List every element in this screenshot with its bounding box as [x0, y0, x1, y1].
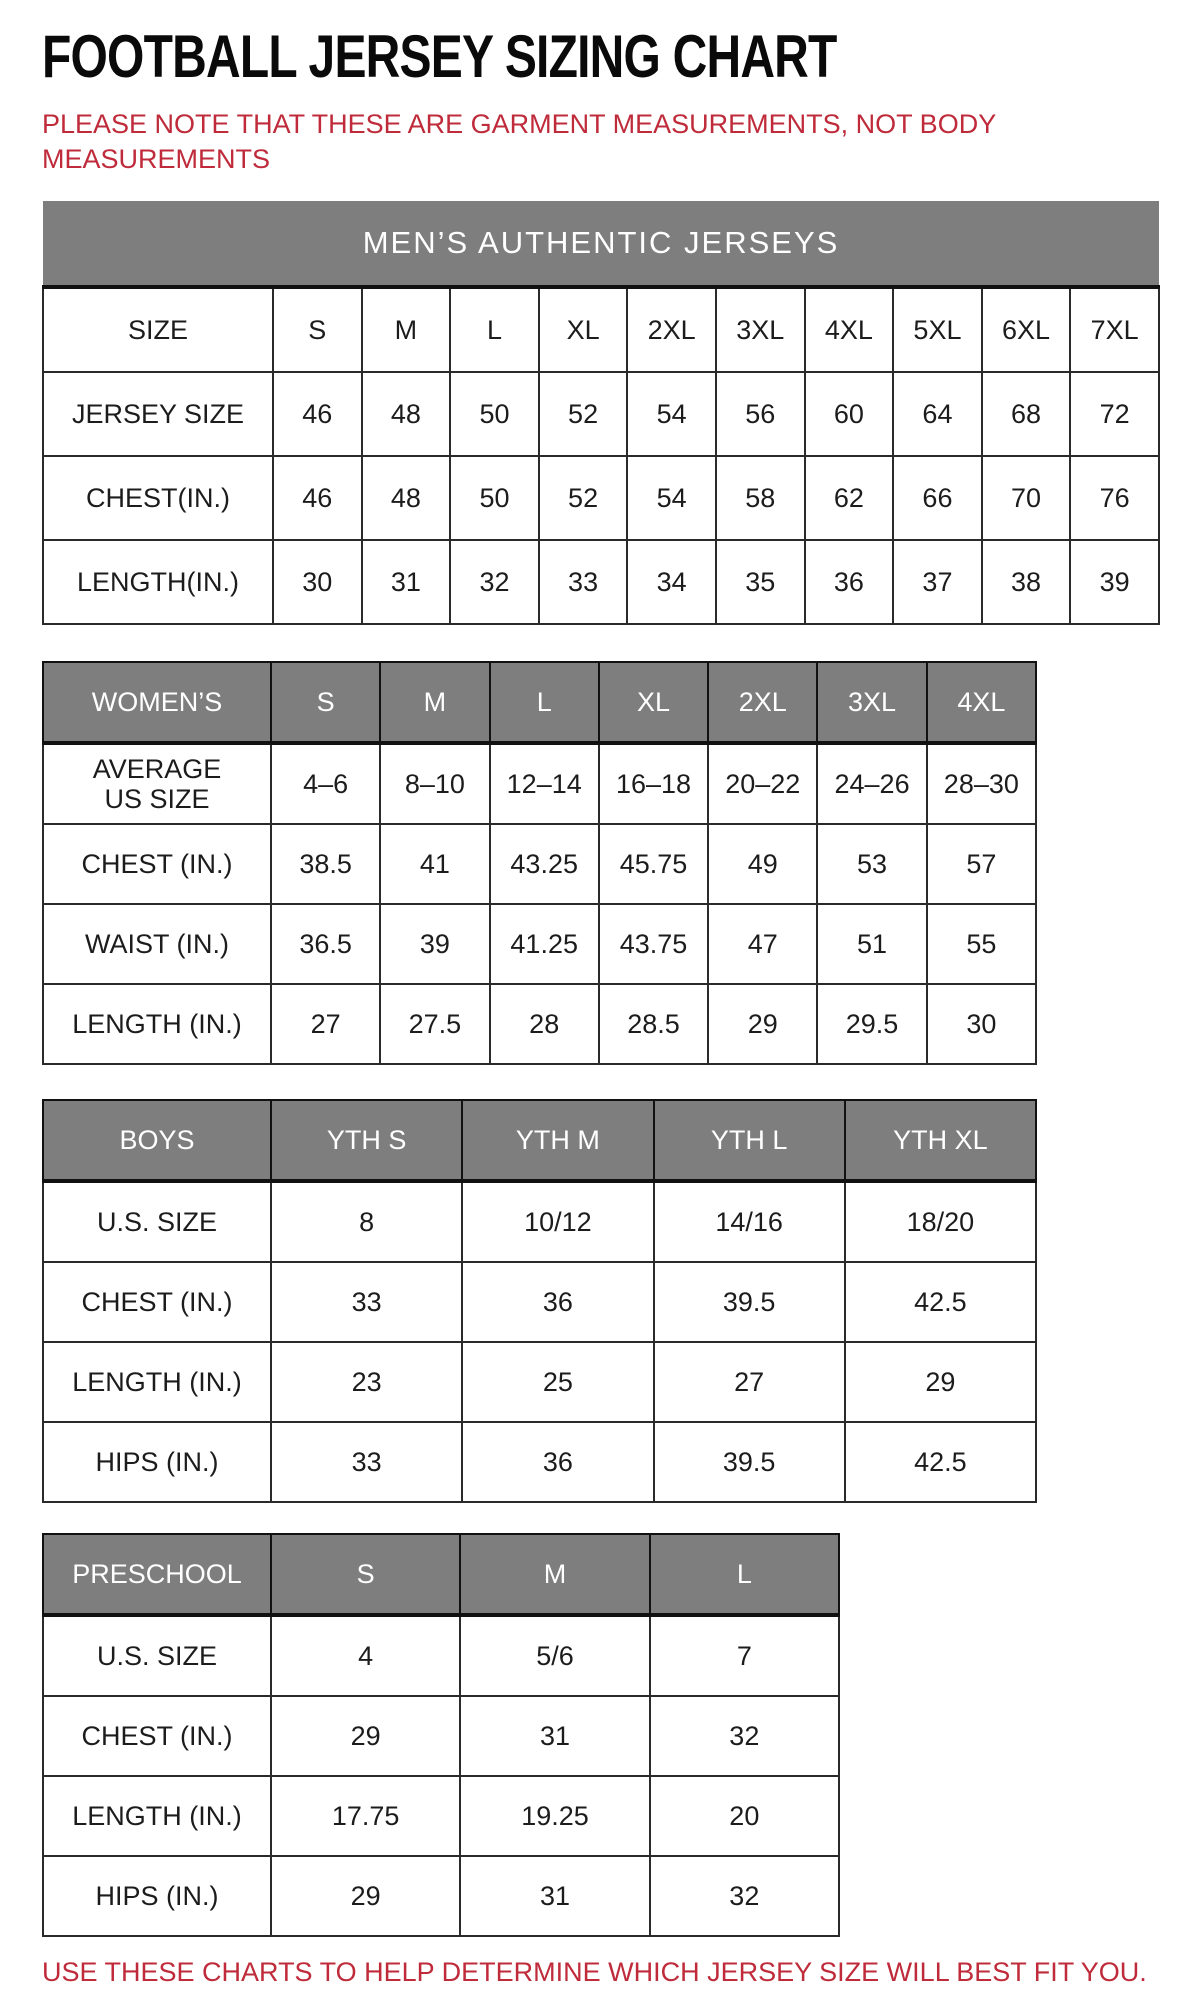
column-header: M [460, 1534, 649, 1615]
value-cell: 29.5 [817, 984, 926, 1064]
value-cell: 32 [650, 1696, 839, 1776]
value-cell: 3XL [716, 287, 805, 372]
value-cell: 45.75 [599, 824, 708, 904]
table-row [43, 540, 1159, 624]
boys-table-title-cell: BOYS [43, 1100, 271, 1181]
value-cell: 32 [450, 540, 539, 624]
column-header: 3XL [817, 662, 926, 743]
row-label: LENGTH (IN.) [43, 1342, 271, 1422]
value-cell: L [450, 287, 539, 372]
value-cell: 54 [627, 372, 716, 456]
footer-text: USE THESE CHARTS TO HELP DETERMINE WHICH JERSEY SIZE WILL BEST FIT YOU. [42, 1957, 1147, 1987]
table-row [43, 1181, 1036, 1262]
value-cell: 62 [805, 456, 894, 540]
value-cell: 27 [271, 984, 380, 1064]
row-label: CHEST (IN.) [43, 1696, 271, 1776]
value-cell: 28–30 [927, 743, 1036, 824]
row-label: WAIST (IN.) [43, 904, 271, 984]
row-label: CHEST(IN.) [43, 456, 273, 540]
value-cell: M [362, 287, 451, 372]
value-cell: 28 [490, 984, 599, 1064]
value-cell: 42.5 [845, 1262, 1036, 1342]
value-cell: 23 [271, 1342, 462, 1422]
table-row [43, 1262, 1036, 1342]
column-header: XL [599, 662, 708, 743]
mens-table-banner: MEN’S AUTHENTIC JERSEYS [43, 201, 1159, 287]
preschool-table-title-cell: PRESCHOOL [43, 1534, 271, 1615]
value-cell: 39.5 [654, 1422, 845, 1502]
value-cell: 54 [627, 456, 716, 540]
value-cell: 52 [539, 372, 628, 456]
value-cell: 57 [927, 824, 1036, 904]
value-cell: 31 [460, 1696, 649, 1776]
table-row [43, 824, 1036, 904]
table-row [43, 1856, 839, 1936]
table-row [43, 1696, 839, 1776]
value-cell: 34 [627, 540, 716, 624]
value-cell: 4XL [805, 287, 894, 372]
value-cell: S [273, 287, 362, 372]
value-cell: 76 [1070, 456, 1159, 540]
value-cell: 17.75 [271, 1776, 460, 1856]
value-cell: 48 [362, 456, 451, 540]
row-label: SIZE [43, 287, 273, 372]
value-cell: 60 [805, 372, 894, 456]
value-cell: 53 [817, 824, 926, 904]
column-header: YTH XL [845, 1100, 1036, 1181]
value-cell: 36 [805, 540, 894, 624]
value-cell: 5/6 [460, 1615, 649, 1696]
value-cell: 6XL [982, 287, 1071, 372]
row-label: LENGTH (IN.) [43, 1776, 271, 1856]
value-cell: 4 [271, 1615, 460, 1696]
value-cell: 39 [380, 904, 489, 984]
womens-sizing-table [42, 661, 1037, 1065]
table-row [43, 1615, 839, 1696]
value-cell: 18/20 [845, 1181, 1036, 1262]
value-cell: 41 [380, 824, 489, 904]
value-cell: 37 [893, 540, 982, 624]
value-cell: 42.5 [845, 1422, 1036, 1502]
value-cell: 27 [654, 1342, 845, 1422]
value-cell: 30 [927, 984, 1036, 1064]
table-row [43, 1776, 839, 1856]
value-cell: 47 [708, 904, 817, 984]
value-cell: 14/16 [654, 1181, 845, 1262]
garment-measurements-note [42, 107, 1170, 177]
boys-sizing-table [42, 1099, 1037, 1503]
column-header: S [271, 662, 380, 743]
row-label: LENGTH (IN.) [43, 984, 271, 1064]
column-header: YTH M [462, 1100, 653, 1181]
table-row [43, 456, 1159, 540]
note-line-1: PLEASE NOTE THAT THESE ARE GARMENT MEASUREMENTS, NOT BODY [42, 109, 997, 139]
value-cell: 39 [1070, 540, 1159, 624]
row-label: CHEST (IN.) [43, 1262, 271, 1342]
value-cell: 35 [716, 540, 805, 624]
table-row [43, 1342, 1036, 1422]
column-header: S [271, 1534, 460, 1615]
value-cell: 68 [982, 372, 1071, 456]
value-cell: 10/12 [462, 1181, 653, 1262]
row-label: HIPS (IN.) [43, 1856, 271, 1936]
value-cell: 36 [462, 1422, 653, 1502]
value-cell: 32 [650, 1856, 839, 1936]
value-cell: 38 [982, 540, 1071, 624]
value-cell: 49 [708, 824, 817, 904]
value-cell: 8 [271, 1181, 462, 1262]
value-cell: 7 [650, 1615, 839, 1696]
value-cell: 33 [539, 540, 628, 624]
column-header: YTH S [271, 1100, 462, 1181]
value-cell: 2XL [627, 287, 716, 372]
value-cell: 64 [893, 372, 982, 456]
table-row [43, 743, 1036, 824]
value-cell: 52 [539, 456, 628, 540]
table-row [43, 1422, 1036, 1502]
value-cell: 50 [450, 372, 539, 456]
table-row [43, 372, 1159, 456]
value-cell: 70 [982, 456, 1071, 540]
row-label: HIPS (IN.) [43, 1422, 271, 1502]
table-row [43, 984, 1036, 1064]
value-cell: 33 [271, 1262, 462, 1342]
value-cell: 48 [362, 372, 451, 456]
value-cell: 72 [1070, 372, 1159, 456]
note-line-2: MEASUREMENTS [42, 144, 271, 174]
value-cell: 55 [927, 904, 1036, 984]
value-cell: 20–22 [708, 743, 817, 824]
table-row [43, 904, 1036, 984]
value-cell: 66 [893, 456, 982, 540]
value-cell: 12–14 [490, 743, 599, 824]
value-cell: 24–26 [817, 743, 926, 824]
value-cell: 51 [817, 904, 926, 984]
column-header: L [650, 1534, 839, 1615]
column-header: 2XL [708, 662, 817, 743]
value-cell: 29 [845, 1342, 1036, 1422]
womens-table-title-cell: WOMEN’S [43, 662, 271, 743]
value-cell: 36.5 [271, 904, 380, 984]
value-cell: 5XL [893, 287, 982, 372]
column-header: M [380, 662, 489, 743]
value-cell: 56 [716, 372, 805, 456]
value-cell: 46 [273, 372, 362, 456]
value-cell: 50 [450, 456, 539, 540]
value-cell: 4–6 [271, 743, 380, 824]
value-cell: 43.75 [599, 904, 708, 984]
row-label: AVERAGE US SIZE [43, 743, 271, 824]
row-label: JERSEY SIZE [43, 372, 273, 456]
value-cell: 46 [273, 456, 362, 540]
row-label: LENGTH(IN.) [43, 540, 273, 624]
value-cell: 29 [708, 984, 817, 1064]
value-cell: 31 [460, 1856, 649, 1936]
mens-sizing-table [42, 201, 1160, 625]
value-cell: 25 [462, 1342, 653, 1422]
value-cell: 27.5 [380, 984, 489, 1064]
value-cell: 31 [362, 540, 451, 624]
value-cell: 7XL [1070, 287, 1159, 372]
value-cell: 20 [650, 1776, 839, 1856]
sizing-tables-container [42, 201, 1170, 1937]
value-cell: 19.25 [460, 1776, 649, 1856]
page-title: FOOTBALL JERSEY SIZING CHART [42, 23, 837, 90]
value-cell: 41.25 [490, 904, 599, 984]
value-cell: 36 [462, 1262, 653, 1342]
row-label: CHEST (IN.) [43, 824, 271, 904]
value-cell: 39.5 [654, 1262, 845, 1342]
value-cell: 30 [273, 540, 362, 624]
value-cell: 29 [271, 1696, 460, 1776]
value-cell: 16–18 [599, 743, 708, 824]
value-cell: 28.5 [599, 984, 708, 1064]
column-header: 4XL [927, 662, 1036, 743]
table-row [43, 287, 1159, 372]
row-label: U.S. SIZE [43, 1181, 271, 1262]
value-cell: 8–10 [380, 743, 489, 824]
column-header: L [490, 662, 599, 743]
column-header: YTH L [654, 1100, 845, 1181]
value-cell: XL [539, 287, 628, 372]
row-label: U.S. SIZE [43, 1615, 271, 1696]
value-cell: 58 [716, 456, 805, 540]
preschool-sizing-table [42, 1533, 840, 1937]
value-cell: 33 [271, 1422, 462, 1502]
value-cell: 29 [271, 1856, 460, 1936]
value-cell: 43.25 [490, 824, 599, 904]
value-cell: 38.5 [271, 824, 380, 904]
